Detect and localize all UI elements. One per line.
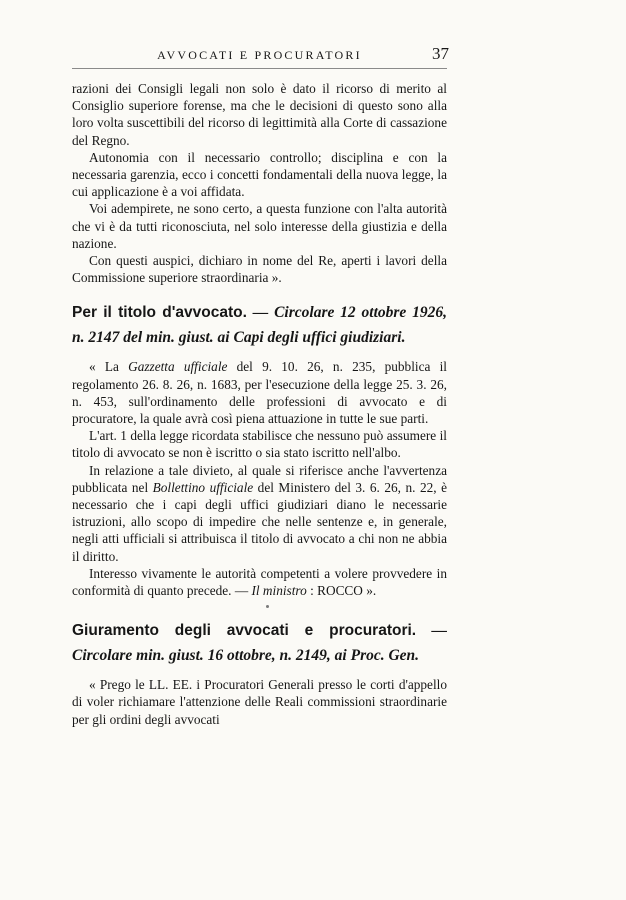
text-run: « La: [89, 359, 129, 375]
print-mark: [266, 605, 269, 608]
section-title: Per il titolo d'avvocato.: [72, 304, 247, 322]
circular-reference: Circolare 12 ottobre 1926, n. 2147 del min. giust. ai Capi degli uffici giudiziari.: [72, 304, 447, 347]
body-text: [72, 80, 447, 728]
running-title: AVVOCATI E PROCURATORI: [157, 48, 362, 62]
section2-paragraph-1: « Prego le LL. EE. i Procuratori Generali presso le corti d'appello di voler richiamare l'attenzione delle Reali commissioni straordinarie per gli ordini degli avvocati: [72, 677, 447, 727]
section-heading-giuramento: [72, 618, 447, 668]
gazzetta-title: Gazzetta ufficiale: [128, 359, 228, 375]
page-number: 37: [432, 44, 449, 63]
minister-label: Il ministro: [251, 583, 307, 599]
section1-paragraph-3: [72, 462, 447, 565]
text-run: : ROCCO ».: [306, 583, 377, 599]
section1-paragraph-1: [72, 358, 447, 427]
heading-dash: —: [416, 622, 448, 640]
intro-paragraph-4: Con questi auspici, dichiaro in nome del Re, aperti i lavori della Commissione superiore straordinaria ».: [72, 253, 447, 286]
section-heading-titolo-avvocato: [72, 300, 447, 350]
book-page: [72, 44, 447, 728]
running-header: [72, 44, 447, 69]
text-run: In relazione a tale divieto, al quale si riferisce anche l'avvertenza pubblicata nel: [72, 462, 447, 495]
intro-paragraph-2: Autonomia con il necessario controllo; disciplina e con la necessaria garenzia, ecco i concetti fondamentali della nuova legge, la cui applicazione è a voi affidata.: [72, 149, 447, 200]
intro-paragraph-1: razioni dei Consigli legali non solo è dato il ricorso di merito al Consiglio superiore forense, ma che le decisioni di questo sono alla loro volta suscettibili del ricorso di legittimità alla Corte di cassazione del Regno.: [72, 81, 447, 148]
text-run: del Ministero del 3. 6. 26, n. 22, è necessario che i capi degli uffici giudiziari diano le necessarie istruzioni, allo scopo di impedire che nelle sentenze e, in generale, negli atti ufficiali si attribuisca il titolo di avvocato a chi non ne abbia il diritto.: [72, 479, 447, 564]
bollettino-title: Bollettino ufficiale: [152, 479, 254, 495]
intro-paragraph-3: Voi adempirete, ne sono certo, a questa funzione con l'alta autorità che vi è da tutti riconosciuta, nel solo interesse della giustizia e della nazione.: [72, 201, 447, 251]
text-run: del 9. 10. 26, n. 235, pubblica il regolamento 26. 8. 26, n. 1683, per l'esecuzione della legge 25. 3. 26, n. 453, sull'ordinamento delle professioni di avvocato e di procuratore, la quale avrà così piena attuazione in tutte le sue parti.: [72, 359, 447, 427]
heading-dash: —: [246, 304, 275, 322]
text-run: Interesso vivamente le autorità competenti a volere provvedere in conformità di quanto precede. —: [72, 565, 447, 599]
section-title: Giuramento degli avvocati e procuratori.: [72, 622, 417, 640]
section1-paragraph-4: [72, 565, 447, 599]
circular-reference: Circolare min. giust. 16 ottobre, n. 2149, ai Proc. Gen.: [72, 647, 420, 665]
section1-paragraph-2: L'art. 1 della legge ricordata stabilisce che nessuno può assumere il titolo di avvocato se non è iscritto o sia stato iscritto nell'albo.: [72, 428, 447, 461]
